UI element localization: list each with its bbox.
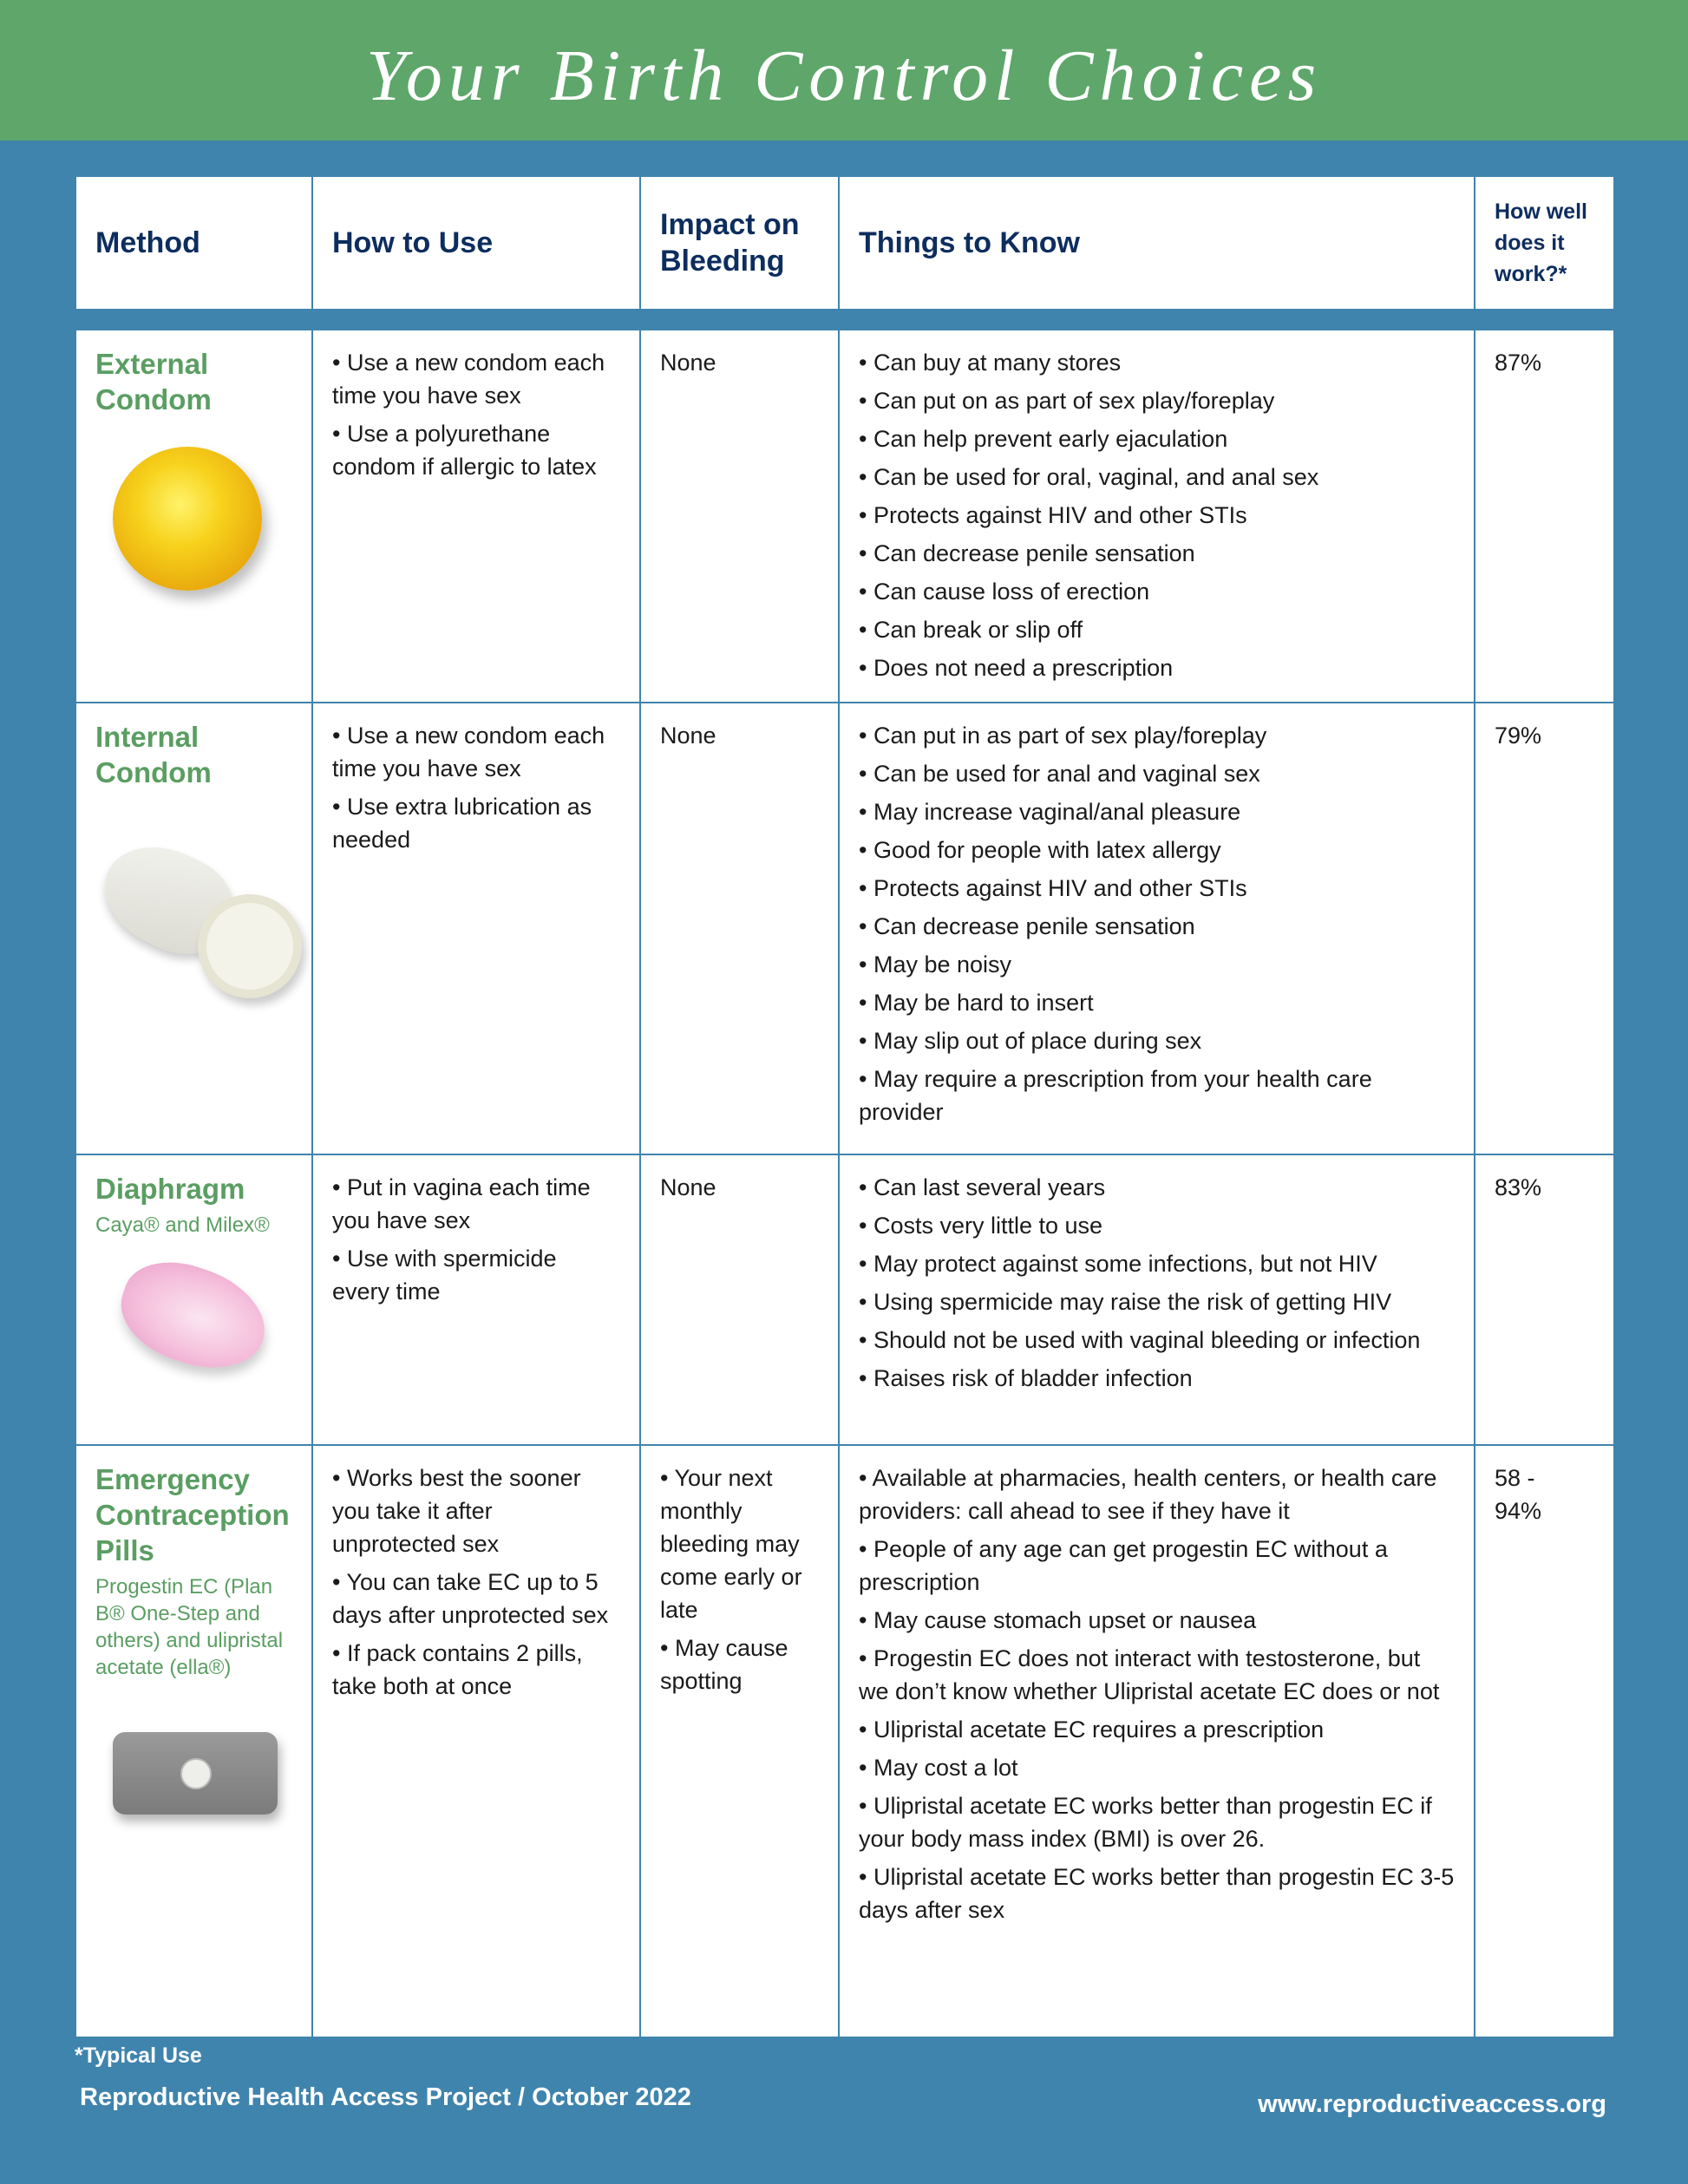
things-to-know-cell — [840, 330, 1475, 702]
bleeding-cell — [641, 1446, 840, 2037]
credit-line: Reproductive Health Access Project / October 2022 — [80, 2083, 691, 2111]
bleeding-cell — [641, 703, 840, 1154]
effectiveness-value: 58 - 94% — [1495, 1465, 1542, 1524]
things-to-know-item: • Raises risk of bladder infection — [859, 1365, 1193, 1391]
things-to-know-item: • Can decrease penile sensation — [859, 540, 1195, 566]
things-to-know-item: • May be noisy — [859, 951, 1012, 978]
things-to-know-item: • Can buy at many stores — [859, 350, 1122, 376]
things-to-know-item: • May slip out of place during sex — [859, 1028, 1202, 1054]
how-to-use-cell — [313, 1446, 641, 2037]
footnote: *Typical Use — [75, 2043, 202, 2068]
method-name: External Condom — [95, 348, 212, 415]
things-to-know-item: • May require a prescription from your health care provider — [859, 1066, 1372, 1125]
internal-condom-image — [102, 834, 293, 990]
things-to-know-item: • Available at pharmacies, health centers, or health care providers: call ahead to see if they have it — [859, 1465, 1437, 1524]
things-to-know-item: • Does not need a prescription — [859, 655, 1174, 681]
bleeding-cell — [641, 330, 840, 702]
how-to-use-cell — [313, 703, 641, 1154]
how-to-use-item: • You can take EC up to 5 days after unprotected sex — [332, 1569, 609, 1628]
bleeding-item: • Your next monthly bleeding may come early or late — [660, 1465, 802, 1623]
how-to-use-item: • Use extra lubrication as needed — [332, 794, 592, 853]
things-to-know-item: • Can be used for oral, vaginal, and anal sex — [859, 464, 1319, 490]
method-cell — [76, 1446, 313, 2037]
how-to-use-cell — [313, 1155, 641, 1444]
table-row — [76, 703, 1613, 1154]
things-to-know-item: • May protect against some infections, but not HIV — [859, 1251, 1377, 1277]
method-cell — [76, 1155, 313, 1444]
things-to-know-item: • May cause stomach upset or nausea — [859, 1607, 1257, 1633]
things-to-know-item: • Protects against HIV and other STIs — [859, 502, 1247, 528]
effectiveness-cell — [1475, 330, 1613, 702]
method-name: Emergency Contraception Pills — [95, 1463, 290, 1566]
method-subtitle: Caya® and Milex® — [95, 1213, 270, 1237]
diaphragm-image — [108, 1247, 278, 1383]
effectiveness-value: 79% — [1495, 723, 1542, 749]
bleeding-item: None — [660, 1174, 716, 1200]
pill — [180, 1758, 212, 1789]
things-to-know-item: • Progestin EC does not interact with testosterone, but we don’t know whether Ulipristal acetate EC does or not — [859, 1645, 1440, 1704]
things-to-know-item: • Good for people with latex allergy — [859, 837, 1221, 863]
how-to-use-item: • Put in vagina each time you have sex — [332, 1174, 591, 1233]
things-to-know-item: • Can be used for anal and vaginal sex — [859, 761, 1260, 787]
effectiveness-cell — [1475, 1446, 1613, 2037]
things-to-know-item: • May cost a lot — [859, 1755, 1018, 1781]
header-effectiveness: How well does it work?* — [1495, 199, 1587, 286]
how-to-use-item: • Works best the sooner you take it after unprotected sex — [332, 1465, 581, 1557]
external-condom-image — [113, 447, 262, 591]
things-to-know-item: • Can last several years — [859, 1174, 1106, 1200]
things-to-know-cell — [840, 1155, 1475, 1444]
things-to-know-item: • People of any age can get progestin EC without a prescription — [859, 1536, 1388, 1595]
bleeding-cell — [641, 1155, 840, 1444]
how-to-use-item: • Use with spermicide every time — [332, 1246, 557, 1305]
how-to-use-item: • Use a new condom each time you have sex — [332, 350, 605, 409]
things-to-know-item: • Costs very little to use — [859, 1213, 1103, 1239]
header-how-to-use: How to Use — [313, 177, 641, 309]
website-link[interactable]: www.reproductiveaccess.org — [1258, 2090, 1606, 2118]
how-to-use-item: • If pack contains 2 pills, take both at once — [332, 1640, 583, 1699]
things-to-know-item: • Protects against HIV and other STIs — [859, 875, 1247, 901]
things-to-know-item: • Can break or slip off — [859, 617, 1083, 643]
things-to-know-item: • Should not be used with vaginal bleeding or infection — [859, 1327, 1421, 1353]
method-cell — [76, 330, 313, 702]
method-subtitle: Progestin EC (Plan B® One-Step and others) and ulipristal acetate (ella®) — [95, 1575, 284, 1679]
method-name: Internal Condom — [95, 721, 212, 788]
header-impact-on-bleeding: Impact on Bleeding — [641, 177, 840, 309]
things-to-know-item: • Can help prevent early ejaculation — [859, 426, 1228, 452]
header-things-to-know: Things to Know — [840, 177, 1475, 309]
bleeding-item: • May cause spotting — [660, 1635, 788, 1694]
pill-pack-image — [113, 1732, 278, 1815]
things-to-know-item: • Ulipristal acetate EC works better than progestin EC if your body mass index (BMI) is over 26. — [859, 1793, 1432, 1852]
method-name: Diaphragm — [95, 1173, 245, 1205]
method-cell — [76, 703, 313, 1154]
effectiveness-cell — [1475, 1155, 1613, 1444]
things-to-know-item: • Ulipristal acetate EC works better than progestin EC 3-5 days after sex — [859, 1864, 1455, 1923]
table-row — [76, 1446, 1613, 2037]
things-to-know-item: • Can cause loss of erection — [859, 579, 1150, 605]
page-title: Your Birth Control Choices — [365, 36, 1323, 116]
table-row — [76, 330, 1613, 702]
header-method: Method — [76, 177, 313, 309]
table-row — [76, 1155, 1613, 1444]
bleeding-item: None — [660, 350, 716, 376]
effectiveness-cell — [1475, 703, 1613, 1154]
how-to-use-item: • Use a polyurethane condom if allergic to latex — [332, 421, 597, 480]
how-to-use-cell — [313, 330, 641, 702]
effectiveness-value: 87% — [1495, 350, 1542, 376]
how-to-use-item: • Use a new condom each time you have sex — [332, 723, 605, 781]
things-to-know-item: • Can put in as part of sex play/foreplay — [859, 723, 1267, 749]
things-to-know-item: • May be hard to insert — [859, 990, 1094, 1016]
bleeding-item: None — [660, 723, 716, 749]
things-to-know-item: • Ulipristal acetate EC requires a prescription — [859, 1716, 1325, 1743]
table-header-row — [76, 177, 1613, 309]
things-to-know-item: • Can decrease penile sensation — [859, 913, 1195, 939]
things-to-know-item: • Can put on as part of sex play/foreplay — [859, 388, 1275, 414]
things-to-know-cell — [840, 1446, 1475, 2037]
things-to-know-item: • Using spermicide may raise the risk of getting HIV — [859, 1289, 1392, 1315]
things-to-know-item: • May increase vaginal/anal pleasure — [859, 799, 1241, 825]
things-to-know-cell — [840, 703, 1475, 1154]
effectiveness-value: 83% — [1495, 1174, 1542, 1200]
